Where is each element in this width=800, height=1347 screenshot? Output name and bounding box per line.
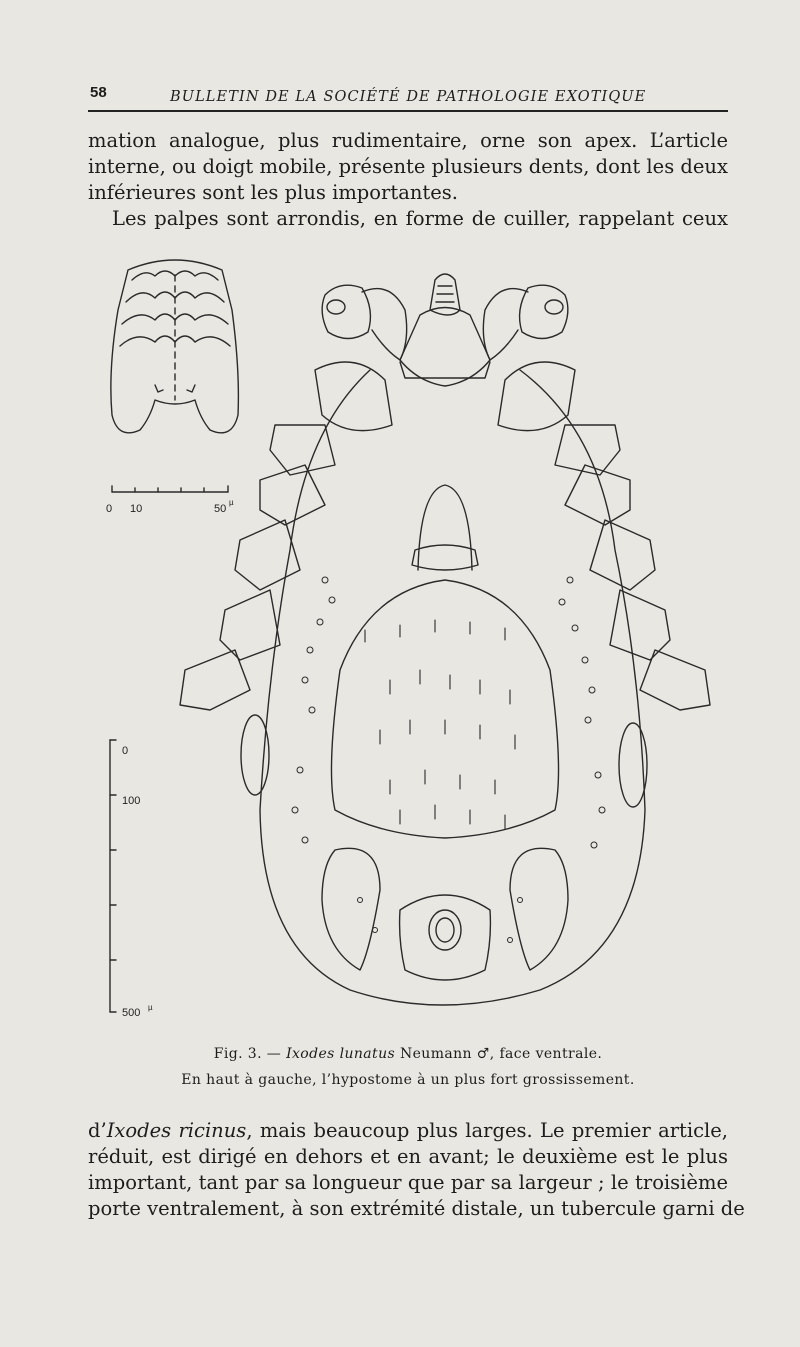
page-number: 58 (90, 84, 107, 101)
main-scale-bar (110, 740, 116, 1012)
body-text-top (88, 128, 728, 232)
figure-caption-line2: En haut à gauche, l’hypostome à un plus fort grossissement. (181, 1072, 635, 1088)
main-scale-label-0: 0 (122, 745, 129, 757)
inset-scale-label-0: 0 (106, 503, 113, 515)
hypostome-inset-drawing (111, 260, 239, 433)
palps-drawing (322, 285, 568, 360)
inset-scale-bar (112, 486, 228, 492)
text-line: interne, ou doigt mobile, présente plusieurs dents, dont les deux (88, 155, 728, 178)
species-name: Ixodes ricinus (106, 1119, 247, 1142)
text-line: important, tant par sa longueur que par sa largeur ; le troisième (88, 1171, 728, 1194)
text-line: porte ventralement, à son extrémité distale, un tubercule garni de (88, 1197, 745, 1220)
text-line: réduit, est dirigé en dehors et en avant; le deuxième est le plus (88, 1145, 728, 1168)
legs-drawing (180, 362, 710, 710)
running-title: BULLETIN DE LA SOCIÉTÉ DE PATHOLOGIE EXOTIQUE (170, 89, 647, 105)
figure-ixodes-ventral (100, 250, 740, 1030)
setae-drawing (365, 620, 515, 829)
text-line: mation analogue, plus rudimentaire, orne son apex. L’article (88, 129, 728, 152)
inset-scale-label-10: 10 (130, 503, 143, 515)
caption-species: Ixodes lunatus (286, 1046, 396, 1062)
main-scale-label-100: 100 (122, 795, 141, 807)
text-line: Les palpes sont arrondis, en forme de cuiller, rappelant ceux (112, 207, 728, 230)
inset-scale-unit: µ (229, 498, 234, 507)
text-line: inférieures sont les plus importantes. (88, 181, 458, 204)
body-text-bottom (88, 1118, 745, 1222)
text-line (88, 1118, 728, 1144)
tick-drawing (100, 250, 740, 1030)
inset-scale-label-50: 50 (214, 503, 227, 515)
caption-rest: Neumann ♂, face ventrale. (399, 1046, 603, 1062)
capitulum-drawing (400, 274, 490, 386)
line-suffix: , mais beaucoup plus larges. Le premier article, (246, 1119, 728, 1142)
line-prefix: d’ (88, 1119, 107, 1142)
main-scale-label-500: 500 (122, 1007, 141, 1019)
figure-caption (88, 1046, 728, 1062)
page-header (88, 80, 728, 112)
caption-fig-label: Fig. 3. — (213, 1046, 282, 1062)
main-scale-unit: µ (148, 1003, 153, 1012)
